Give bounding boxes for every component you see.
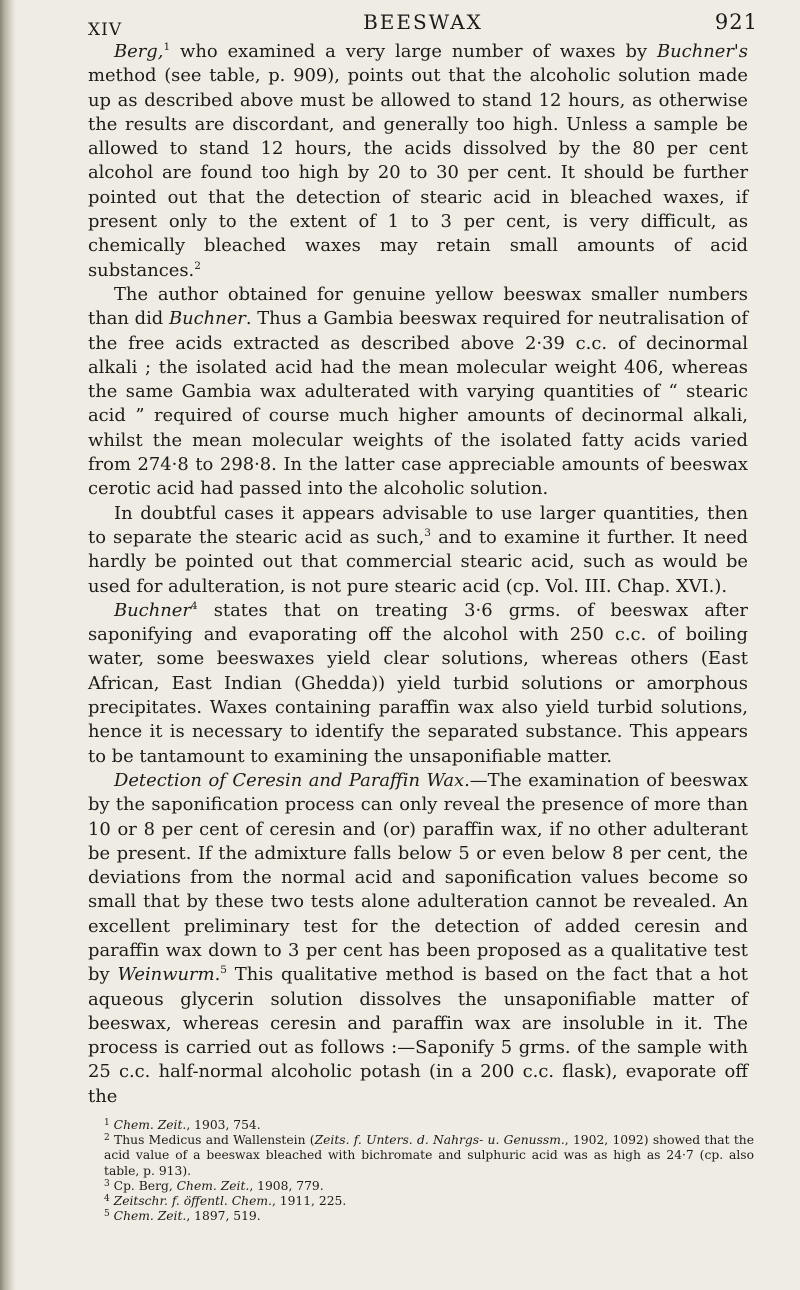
chapter-number: XIV xyxy=(88,20,123,40)
footnote: $^4$ Zeitschr. f. öffentl. Chem., 1911, 225. xyxy=(104,1194,347,1209)
paragraph-ceresin-detection: Detection of Ceresin and Paraffin Wax.—The examination of beeswax by the saponification process can only reveal the presence of more than 10 or 8 per cent of ceresin and (or) paraffin wax, if no other adulterant be present. If the admixture falls below 5 or even below 8 per cent, the deviations from the normal acid and saponification values become so small that by these two tests alone adulteration cannot be revealed. An excellent preliminary test for the detection of added ceresin and paraffin wax down to 3 per cent has been proposed as a qualitative test by Weinwurm.$^5$ This qualitative method is based on the fact that a hot aqueous glycerin solution dissolves the unsaponifiable matter of beeswax, whereas ceresin and paraffin wax are insoluble in it. The process is carried out as follows :—Saponify 5 grms. of the sample with 25 c.c. half-normal alcoholic potash (in a 200 c.c. flask), evaporate off the xyxy=(88,769,748,1107)
author-name: Buchner xyxy=(114,599,191,621)
footnote-ref: 5 xyxy=(220,964,227,977)
running-header xyxy=(88,10,758,40)
paragraph-buchner: Buchner$^4$ states that on treating 3·6 grms. of beeswax after saponifying and evaporating off the alcohol with 250 c.c. of boiling water, some beeswaxes yield clear solutions, whereas others (East African, East Indian (Ghedda)) yield turbid solutions or amorphous precipitates. Waxes containing paraffin wax also yield turbid solutions, hence it is necessary to identify the separated substance. This appears to be tantamount to examining the unsaponifiable matter. xyxy=(88,599,748,767)
footnote: $^5$ Chem. Zeit., 1897, 519. xyxy=(104,1209,261,1224)
footnote-ref: 3 xyxy=(424,526,431,539)
body-text xyxy=(88,40,748,1109)
page-binding-shadow xyxy=(0,0,16,1290)
footnote-ref: 2 xyxy=(194,259,201,272)
footnotes xyxy=(104,1118,754,1224)
author-name: Berg, xyxy=(114,41,164,62)
author-name: Weinwurm xyxy=(117,964,215,986)
page-number: 921 xyxy=(714,10,758,34)
paragraph-berg: Berg,$^1$ who examined a very large number of waxes by Buchner's method (see table, p. 909), points out that the alcoholic solution made up as described above must be allowed to stand 12 hours, as otherwise the results are discordant, and generally too high. Unless a sample be allowed to stand 12 hours, the acids dissolved by the 80 per cent alcohol are found too high by 20 to 30 per cent. It should be further pointed out that the detection of stearic acid in bleached waxes, if present only to the extent of 1 to 3 per cent, is very difficult, as chemically bleached waxes may retain small amounts of acid substances.$^2$ xyxy=(88,41,748,281)
footnote-ref: 1 xyxy=(163,41,171,53)
author-name: Buchner xyxy=(168,308,246,330)
paragraph-doubtful-cases: In doubtful cases it appears advisable to use larger quantities, then to separate the stearic acid as such,$^3$ and to examine it further. It need hardly be pointed out that commercial stearic acid, such as would be used for adulteration, is not pure stearic acid (cp. Vol. III. Chap. XVI.). xyxy=(88,502,748,597)
footnote: $^1$ Chem. Zeit., 1903, 754. xyxy=(104,1118,261,1132)
footnote-ref: 4 xyxy=(190,599,198,612)
running-title: BEESWAX xyxy=(363,10,483,34)
footnote: $^3$ Cp. Berg, Chem. Zeit., 1908, 779. xyxy=(104,1178,324,1193)
footnote: $^2$ Thus Medicus and Wallenstein (Zeits. f. Unters. d. Nahrgs- u. Genussm., 1902, 1092) showed that the acid value of a beeswax bleached with bichromate and sulphuric acid was as high as 24·7 (cp. also table, p. 913). xyxy=(104,1133,754,1178)
section-heading: Detection of Ceresin and Paraffin Wax. xyxy=(114,769,470,791)
paragraph-author-results: The author obtained for genuine yellow beeswax smaller numbers than did Buchner. Thus a Gambia beeswax required for neutralisation of the free acids extracted as described above 2·39 c.c. of decinormal alkali ; the isolated acid had the mean molecular weight 406, whereas the same Gambia wax adulterated with varying quantities of “ stearic acid ” required of course much higher amounts of decinormal alkali, whilst the mean molecular weights of the isolated fatty acids varied from 274·8 to 298·8. In the latter case appreciable amounts of beeswax cerotic acid had passed into the alcoholic solution. xyxy=(88,283,749,500)
author-name: Buchner's xyxy=(657,41,748,62)
